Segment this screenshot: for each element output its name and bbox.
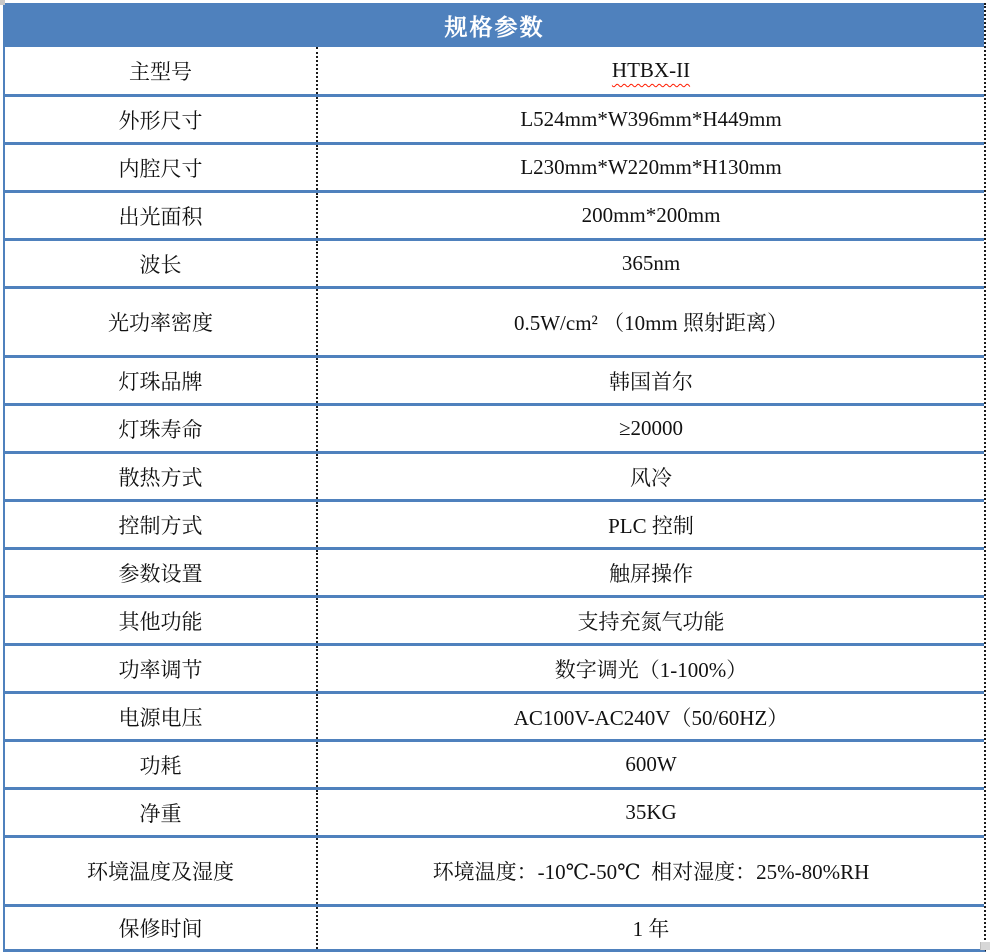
table-body (5, 47, 984, 949)
spec-label: 功率调节 (5, 646, 318, 691)
spec-label: 环境温度及湿度 (5, 838, 318, 904)
spec-value (318, 47, 984, 94)
table-row (5, 238, 984, 286)
spec-label: 灯珠寿命 (5, 406, 318, 451)
table-row (5, 499, 984, 547)
table-row (5, 643, 984, 691)
table-row (5, 904, 984, 949)
spec-label: 控制方式 (5, 502, 318, 547)
spec-label: 保修时间 (5, 907, 318, 949)
spec-table (3, 3, 986, 952)
spec-label: 出光面积 (5, 193, 318, 238)
table-row (5, 835, 984, 904)
table-row (5, 787, 984, 835)
table-row (5, 403, 984, 451)
spec-label: 电源电压 (5, 694, 318, 739)
table-row (5, 286, 984, 355)
spec-value: 0.5W/cm² （10mm 照射距离） (513, 311, 789, 335)
table-row (5, 451, 984, 499)
spec-label: 净重 (5, 790, 318, 835)
spec-label: 内腔尺寸 (5, 145, 318, 190)
table-row (5, 142, 984, 190)
spellcheck-underlined-text: HTBX-II (611, 58, 691, 82)
table-row (5, 595, 984, 643)
table-row (5, 190, 984, 238)
spec-value: 600W (625, 752, 677, 776)
spec-value: 支持充氮气功能 (577, 609, 725, 634)
table-row (5, 94, 984, 142)
spec-label: 参数设置 (5, 550, 318, 595)
spec-value: 200mm*200mm (581, 203, 721, 227)
spec-value: PLC 控制 (608, 513, 694, 538)
spec-value: L230mm*W220mm*H130mm (520, 155, 782, 179)
spec-value: 风冷 (630, 465, 672, 490)
spec-value: 数字调光（1-100%） (554, 657, 748, 682)
spec-label: 波长 (5, 241, 318, 286)
table-row (5, 47, 984, 94)
spec-value: 365nm (621, 251, 681, 275)
spec-value: 环境温度：-10℃-50℃ 相对湿度：25%-80%RH (432, 860, 870, 884)
table-title: 规格参数 (5, 3, 984, 47)
table-row (5, 691, 984, 739)
spec-value: 韩国首尔 (609, 369, 693, 394)
resize-handle-artifact (980, 942, 990, 950)
spec-value: 触屏操作 (609, 561, 693, 586)
spec-value: AC100V-AC240V（50/60HZ） (513, 705, 789, 730)
spec-label: 功耗 (5, 742, 318, 787)
spec-label: 其他功能 (5, 598, 318, 643)
spec-label: 灯珠品牌 (5, 358, 318, 403)
spec-label: 散热方式 (5, 454, 318, 499)
table-row (5, 355, 984, 403)
spec-label: 外形尺寸 (5, 97, 318, 142)
table-row (5, 739, 984, 787)
spec-label: 主型号 (5, 47, 318, 94)
spec-value: L524mm*W396mm*H449mm (520, 107, 782, 131)
spec-label: 光功率密度 (5, 289, 318, 355)
spec-value: 35KG (625, 800, 677, 824)
spec-value: ≥20000 (618, 416, 684, 440)
spec-value: 1 年 (632, 917, 670, 941)
table-handle-artifact (0, 0, 5, 5)
table-row (5, 547, 984, 595)
